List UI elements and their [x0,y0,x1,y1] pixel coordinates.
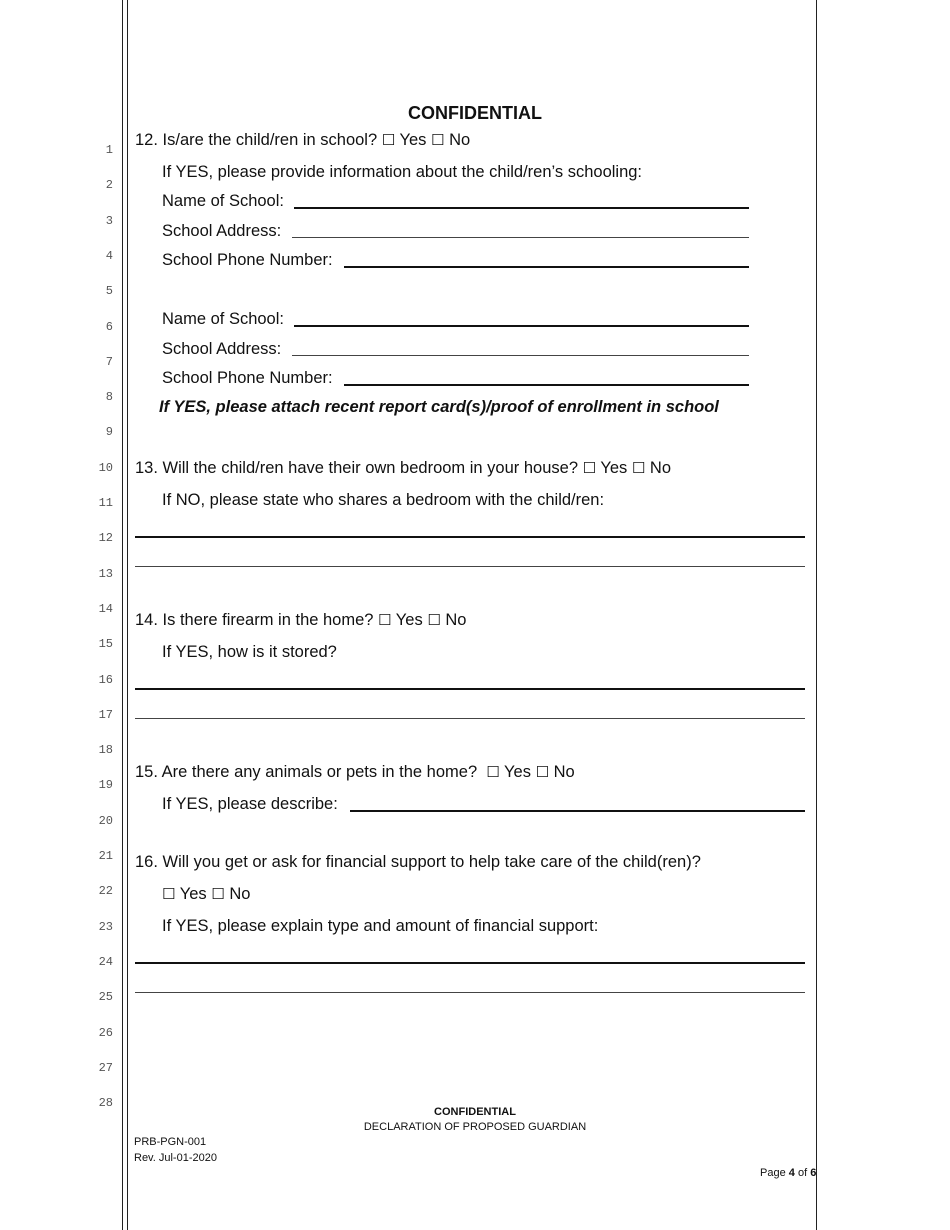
line-number: 28 [98,1096,113,1111]
q15-no-label: No [553,763,575,781]
q12-no-checkbox[interactable]: ☐ [431,131,445,149]
q12-yes-label: Yes [399,131,427,149]
line-number: 4 [105,248,113,263]
q16-answer-line-2[interactable] [135,992,805,993]
q15-no-checkbox[interactable]: ☐ [535,763,550,781]
school1-name-label: Name of School: [162,192,284,210]
line-number: 27 [98,1060,113,1075]
q14-yes-checkbox[interactable]: ☐ [378,611,392,629]
q15-describe-field[interactable] [350,810,805,812]
q14-question: 14. Is there firearm in the home? [135,611,374,629]
line-number: 18 [98,743,113,758]
q16-options [162,884,250,904]
line-number: 24 [98,954,113,969]
line-number: 25 [98,990,113,1005]
page-of: of [797,1167,808,1179]
line-number: 13 [98,566,113,581]
q16-yes-checkbox[interactable]: ☐ [162,885,176,903]
q13-yes-checkbox[interactable]: ☐ [582,459,597,477]
q13-question: 13. Will the child/ren have their own bedroom in your house? [135,459,578,477]
line-number: 12 [98,531,113,546]
q16-no-checkbox[interactable]: ☐ [211,885,225,903]
line-number: 10 [98,460,113,475]
left-margin-rule-outer [122,0,123,1230]
line-number: 2 [105,178,113,193]
q14-yes-label: Yes [395,611,423,629]
right-margin-rule [816,0,817,1230]
school2-phone-field[interactable] [344,384,749,386]
line-number: 7 [105,354,113,369]
q16-instruction: If YES, please explain type and amount of financial support: [162,917,599,935]
school1-phone-field[interactable] [344,266,749,268]
q13-answer-line-2[interactable] [135,566,805,567]
q12-question: 12. Is/are the child/ren in school? [135,131,378,149]
page-total: 6 [810,1167,817,1179]
q15-yes-checkbox[interactable]: ☐ [486,763,500,781]
line-number: 11 [98,496,113,510]
q15-yes-label: Yes [504,763,531,781]
q16-question: 16. Will you get or ask for financial support to help take care of the child(ren)? [135,853,701,871]
page-current: 4 [788,1167,795,1179]
school1-phone-label: School Phone Number: [162,251,333,269]
q14-instruction: If YES, how is it stored? [162,643,337,661]
q16-yes-label: Yes [179,885,207,903]
line-number: 3 [105,213,113,228]
q12-attachment-note: If YES, please attach recent report card(s)/proof of enrollment in school [159,398,719,416]
q13-row [135,458,671,478]
school1-address-field[interactable] [292,237,749,238]
q12-row [135,130,470,150]
q12-instruction: If YES, please provide information about the child/ren’s schooling: [162,163,643,181]
q14-no-checkbox[interactable]: ☐ [427,611,441,629]
footer-title: CONFIDENTIAL [434,1106,516,1118]
line-number: 9 [105,425,113,440]
line-number: 26 [98,1025,113,1040]
school1-address-label: School Address: [162,222,282,240]
q13-no-label: No [649,459,671,477]
school2-phone-label: School Phone Number: [162,369,333,387]
q14-answer-line-2[interactable] [135,718,805,719]
line-number: 5 [105,284,113,299]
q12-yes-checkbox[interactable]: ☐ [381,131,396,149]
q13-answer-line-1[interactable] [135,536,805,538]
line-number: 20 [98,813,113,828]
line-number: 14 [98,601,113,616]
page-prefix: Page [760,1167,786,1179]
line-number: 6 [105,319,113,334]
school2-address-field[interactable] [292,355,749,356]
line-number: 23 [98,919,113,934]
line-number: 1 [105,143,113,157]
form-code: PRB-PGN-001 [134,1136,207,1148]
q15-row [135,762,575,782]
school1-name-field[interactable] [294,207,749,209]
q13-instruction: If NO, please state who shares a bedroom with the child/ren: [162,491,605,509]
line-number: 21 [98,849,113,863]
school2-address-label: School Address: [162,340,282,358]
line-number: 22 [98,884,113,899]
line-number: 8 [105,390,113,405]
q14-no-label: No [445,611,467,629]
line-number: 19 [98,778,113,793]
line-number: 16 [98,672,113,687]
q14-answer-line-1[interactable] [135,688,805,690]
line-number: 17 [98,707,113,722]
left-margin-rule-inner [127,0,128,1230]
q13-yes-label: Yes [600,459,628,477]
page-title: CONFIDENTIAL [408,103,542,123]
q14-row [135,610,466,630]
q16-answer-line-1[interactable] [135,962,805,964]
q16-no-label: No [229,885,251,903]
q15-instruction: If YES, please describe: [162,795,338,813]
q15-question: 15. Are there any animals or pets in the home? [135,763,478,781]
q13-no-checkbox[interactable]: ☐ [631,459,646,477]
q12-no-label: No [449,131,471,149]
form-revision: Rev. Jul-01-2020 [134,1152,217,1164]
school2-name-label: Name of School: [162,310,284,328]
page-number [760,1167,816,1179]
line-number: 15 [98,637,113,652]
school2-name-field[interactable] [294,325,749,327]
footer-subtitle: DECLARATION OF PROPOSED GUARDIAN [363,1121,587,1133]
